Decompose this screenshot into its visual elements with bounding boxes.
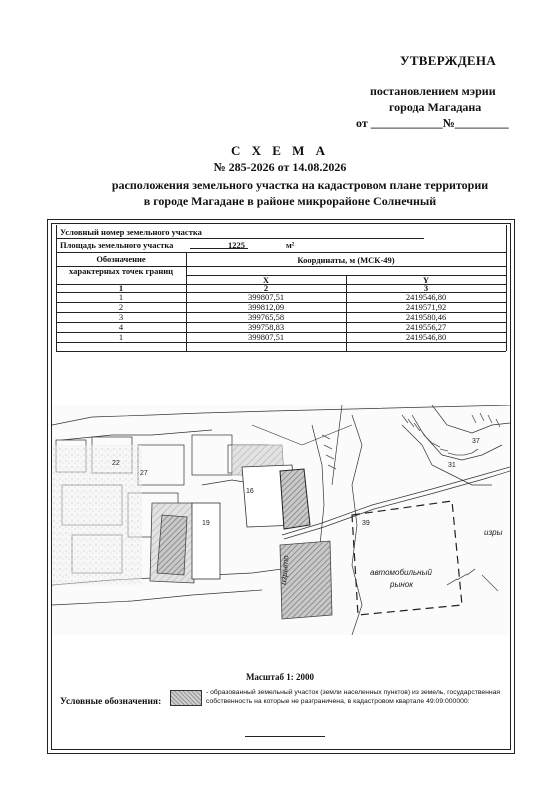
parcel-number: 37 bbox=[472, 438, 480, 445]
market-label-2: рынок bbox=[390, 580, 413, 589]
point-cell: 3 bbox=[118, 312, 124, 322]
area-unit: м² bbox=[286, 240, 295, 250]
y-cell: 2419546,80 bbox=[405, 292, 447, 302]
parcel-number: 39 bbox=[362, 520, 370, 527]
x-cell: 399765,58 bbox=[247, 312, 285, 322]
x-cell: 399812,09 bbox=[247, 302, 285, 312]
y-cell: 2419580,46 bbox=[405, 312, 447, 322]
index-cell: 3 bbox=[423, 283, 429, 293]
y-cell: 2419571,92 bbox=[405, 302, 447, 312]
document-title: С Х Е М А bbox=[230, 143, 330, 158]
y-header: Y bbox=[422, 275, 430, 285]
col1-header-line2: характерных точек границ bbox=[68, 266, 174, 276]
col1-header-line1: Обозначение bbox=[96, 254, 146, 264]
document-subtitle-1: расположения земельного участка на кадастровом плане территории bbox=[111, 178, 489, 192]
coords-header: Координаты, м (МСК-49) bbox=[297, 255, 395, 265]
decree-line-1: постановлением мэрии bbox=[370, 84, 496, 98]
index-cell: 2 bbox=[263, 283, 269, 293]
cadastral-map bbox=[52, 405, 510, 635]
conditional-number-label: Условный номер земельного участка bbox=[60, 227, 202, 237]
parcel-number: 16 bbox=[246, 488, 254, 495]
map-scale: Масштаб 1: 2000 bbox=[245, 672, 315, 682]
parcel-number: 19 bbox=[202, 520, 210, 527]
document-subtitle-2: в городе Магадане в районе микрорайоне Солнечный bbox=[143, 194, 437, 208]
point-cell: 2 bbox=[118, 302, 124, 312]
x-cell: 399807,51 bbox=[247, 332, 285, 342]
point-cell: 1 bbox=[118, 292, 124, 302]
legend-swatch bbox=[170, 690, 202, 706]
x-cell: 399758,83 bbox=[247, 322, 285, 332]
table-line bbox=[56, 252, 506, 253]
signature-line bbox=[245, 736, 325, 737]
document-number: № 285-2026 от 14.08.2026 bbox=[213, 160, 347, 174]
table-line bbox=[506, 225, 507, 351]
index-cell: 1 bbox=[118, 283, 124, 293]
table-line bbox=[56, 238, 424, 239]
point-cell: 4 bbox=[118, 322, 124, 332]
parcel-number: 31 bbox=[448, 462, 456, 469]
y-cell: 2419556,27 bbox=[405, 322, 447, 332]
decree-line-3: от ____________№_________ bbox=[356, 116, 509, 130]
area-label: Площадь земельного участка bbox=[60, 240, 174, 250]
area-value: 1225 bbox=[228, 240, 245, 250]
table-line bbox=[56, 342, 506, 343]
parcel-number: 27 bbox=[140, 470, 148, 477]
approved-title: УТВЕРЖДЕНА bbox=[400, 53, 497, 68]
table-line bbox=[56, 351, 506, 352]
market-label-1: автомобильный bbox=[370, 568, 432, 577]
decree-line-2: города Магадана bbox=[389, 100, 482, 114]
x-header: X bbox=[262, 275, 270, 285]
legend-text: - образованный земельный участок (земли населенных пунктов) из земель, государственная собственность на которые не разграничена, в кадастровом квартале 49:09:000000: bbox=[206, 689, 501, 705]
x-cell: 399807,51 bbox=[247, 292, 285, 302]
parcel-number: 22 bbox=[112, 460, 120, 467]
legend-label: Условные обозначения: bbox=[60, 697, 162, 707]
izryto-label: изрыто bbox=[279, 554, 291, 586]
y-cell: 2419546,80 bbox=[405, 332, 447, 342]
point-cell: 1 bbox=[118, 332, 124, 342]
izryto-label-2: изры bbox=[484, 528, 503, 537]
